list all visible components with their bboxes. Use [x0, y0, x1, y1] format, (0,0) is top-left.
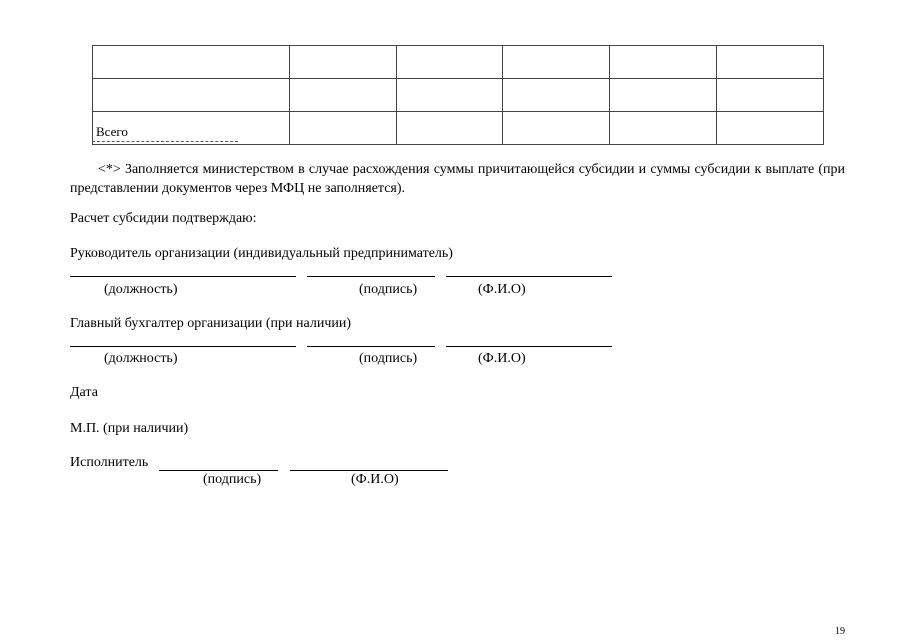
accountant-signature-line: [307, 346, 435, 347]
table-cell: [290, 79, 397, 112]
table-cell: [503, 46, 610, 79]
total-label-cell: Всего: [93, 112, 290, 145]
confirm-text: Расчет субсидии подтверждаю:: [70, 211, 257, 226]
footnote-text: <*> Заполняется министерством в случае расхождения суммы причитающейся субсидии и суммы субсидии к выплате (при представлении документов через МФЦ не заполняется).: [70, 162, 845, 196]
head-position-caption: (должность): [104, 282, 178, 297]
head-position-line: [70, 276, 296, 277]
accountant-signature-caption: (подпись): [359, 351, 418, 366]
table-row: [93, 79, 824, 112]
executor-signature-caption: (подпись): [203, 472, 262, 487]
accountant-name-line: [446, 346, 612, 347]
date-label: Дата: [70, 385, 98, 400]
head-title: Руководитель организации (индивидуальный предприниматель): [70, 246, 453, 261]
table-cell: [503, 112, 610, 145]
table-cell: [290, 46, 397, 79]
executor-label: Исполнитель: [70, 455, 149, 470]
head-signature-line: [307, 276, 435, 277]
table-cell: [610, 112, 717, 145]
accountant-position-caption: (должность): [104, 351, 178, 366]
table-cell: [717, 79, 824, 112]
table-cell: [93, 46, 290, 79]
table-cell: [717, 46, 824, 79]
footnote-separator: [92, 141, 238, 142]
stamp-label: М.П. (при наличии): [70, 421, 189, 436]
table-row-total: [93, 112, 824, 145]
table-cell: [397, 46, 503, 79]
executor-name-line: [290, 470, 448, 471]
table-cell: [290, 112, 397, 145]
executor-signature-line: [159, 470, 278, 471]
table-row: [93, 46, 824, 79]
table-cell: [610, 46, 717, 79]
table-cell: [397, 79, 503, 112]
accountant-title: Главный бухгалтер организации (при наличии): [70, 316, 352, 331]
table-cell: [717, 112, 824, 145]
accountant-name-caption: (Ф.И.О): [478, 351, 526, 366]
table-cell: [93, 79, 290, 112]
head-name-line: [446, 276, 612, 277]
table-cell: [503, 79, 610, 112]
accountant-position-line: [70, 346, 296, 347]
head-name-caption: (Ф.И.О): [478, 282, 526, 297]
table-cell: [610, 79, 717, 112]
table-cell: [397, 112, 503, 145]
subsidy-table: [92, 45, 824, 145]
head-signature-caption: (подпись): [359, 282, 418, 297]
executor-name-caption: (Ф.И.О): [351, 472, 399, 487]
page-number: 19: [835, 626, 845, 637]
